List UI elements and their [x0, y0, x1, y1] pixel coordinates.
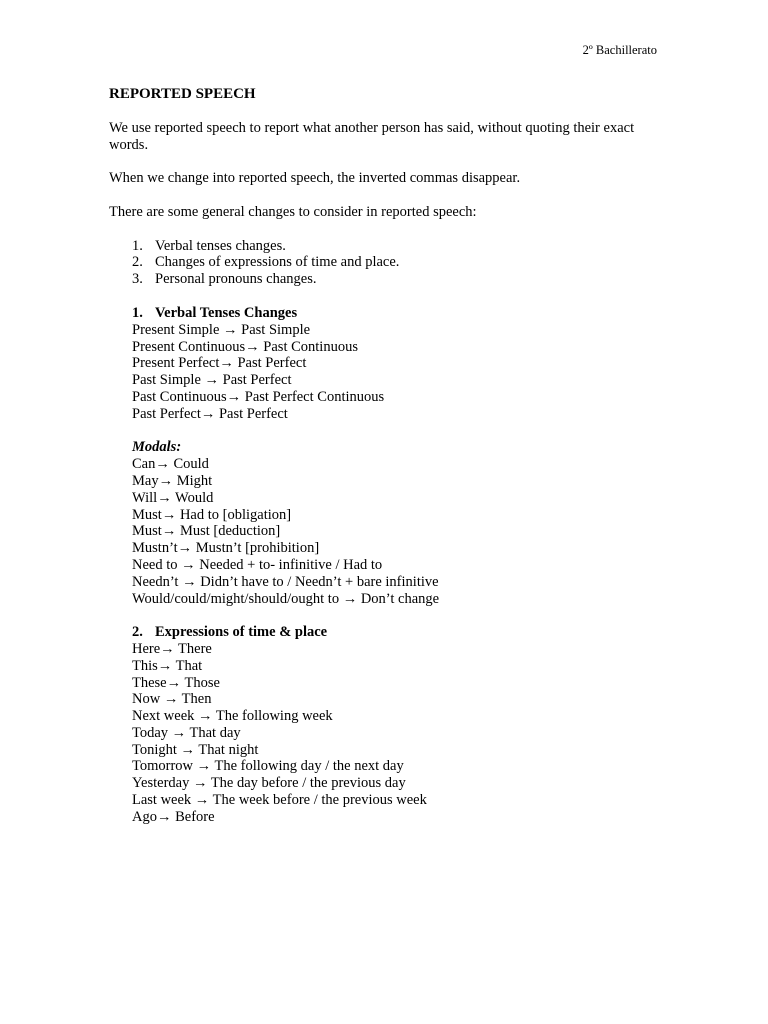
section-heading [132, 624, 669, 641]
tense-change-line: Present Perfect→ Past Perfect [132, 355, 307, 372]
time-place-line: Here→ There [132, 640, 212, 657]
time-place-line: Tonight → That night [132, 741, 259, 758]
list-number: 1. [132, 237, 143, 254]
section-title: Verbal Tenses Changes [155, 304, 298, 321]
time-place-section [109, 624, 669, 826]
verbal-tenses-section [109, 305, 669, 423]
modal-change-line: Will→ Would [132, 489, 214, 506]
list-number: 2. [132, 254, 143, 271]
tense-change-line: Past Continuous→ Past Perfect Continuous [132, 388, 385, 405]
time-place-line: Now → Then [132, 691, 212, 708]
intro-paragraph-1: We use reported speech to report what another person has said, without quoting their exact words. [109, 120, 635, 153]
modals-heading: Modals: [132, 439, 182, 456]
document-content [109, 86, 669, 842]
page-header-course: 2º Bachillerato [582, 43, 657, 57]
tense-change-line: Present Simple → Past Simple [132, 321, 311, 338]
intro-paragraph-3: There are some general changes to consider in reported speech: [109, 203, 477, 220]
changes-list-item [109, 254, 669, 271]
modal-change-line: Mustn’t→ Mustn’t [prohibition] [132, 540, 320, 557]
time-place-line: Ago→ Before [132, 808, 215, 825]
time-place-line: Tomorrow → The following day / the next day [132, 758, 404, 775]
time-place-line: These→ Those [132, 674, 220, 691]
tense-change-line: Past Simple → Past Perfect [132, 372, 292, 389]
tense-change-line: Present Continuous→ Past Continuous [132, 338, 358, 355]
tense-change-line: Past Perfect→ Past Perfect [132, 405, 288, 422]
time-place-line: Yesterday → The day before / the previous day [132, 775, 406, 792]
section-heading [132, 305, 669, 322]
changes-list-item [109, 238, 669, 255]
section-title: Expressions of time & place [155, 624, 328, 641]
section-number: 2. [132, 624, 143, 641]
modal-change-line: Need to → Needed + to- infinitive / Had to [132, 556, 383, 573]
modal-change-line: Would/could/might/should/ought to → Don’t change [132, 590, 440, 607]
modal-change-line: Needn’t → Didn’t have to / Needn’t + bare infinitive [132, 573, 439, 590]
modal-change-line: Must→ Had to [obligation] [132, 506, 292, 523]
document-title: REPORTED SPEECH [109, 86, 256, 102]
time-place-line: Today → That day [132, 724, 241, 741]
list-item-text: Changes of expressions of time and place. [155, 254, 400, 271]
list-number: 3. [132, 271, 143, 288]
modals-section [109, 439, 669, 607]
modal-change-line: May→ Might [132, 472, 213, 489]
modal-change-line: Must→ Must [deduction] [132, 523, 281, 540]
section-number: 1. [132, 304, 143, 321]
changes-list [109, 238, 669, 288]
time-place-line: Next week → The following week [132, 708, 333, 725]
modal-change-line: Can→ Could [132, 456, 209, 473]
list-item-text: Personal pronouns changes. [155, 271, 317, 288]
time-place-line: This→ That [132, 657, 203, 674]
changes-list-item [109, 271, 669, 288]
time-place-line: Last week → The week before / the previous week [132, 792, 427, 809]
intro-paragraph-2: When we change into reported speech, the inverted commas disappear. [109, 170, 521, 187]
list-item-text: Verbal tenses changes. [155, 237, 286, 254]
